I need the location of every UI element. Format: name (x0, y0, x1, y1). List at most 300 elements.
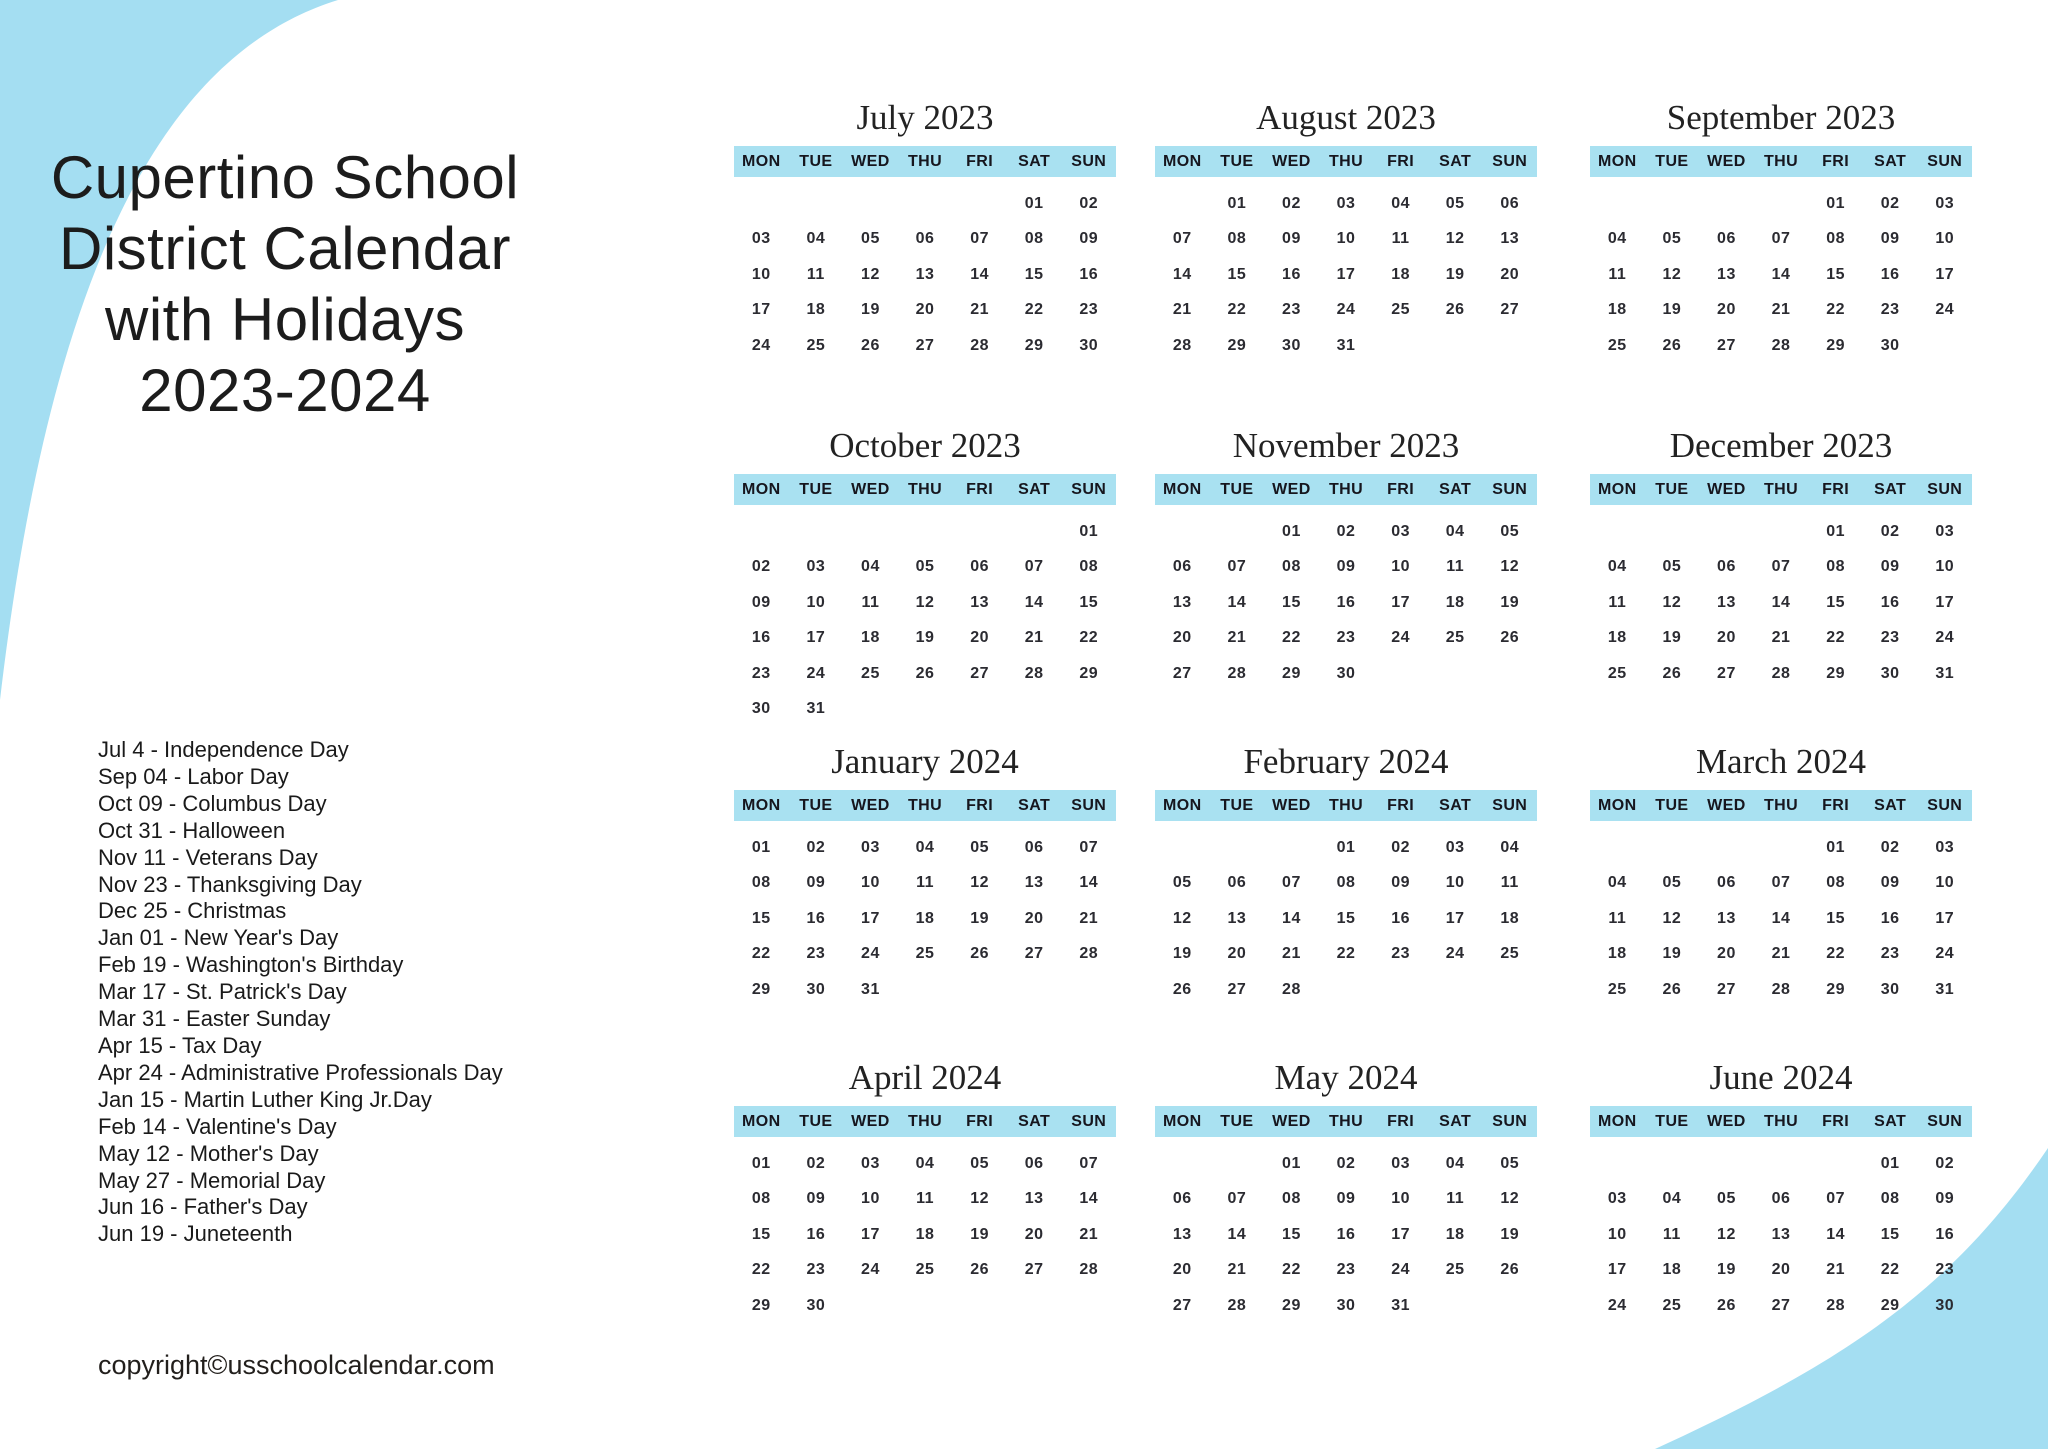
page-title-line: with Holidays (105, 286, 465, 353)
week-row (1590, 514, 1972, 550)
holiday-item: Nov 23 - Thanksgiving Day (98, 871, 362, 897)
month-title: August 2023 (1256, 98, 1436, 137)
date-cell: 21 (1771, 945, 1791, 963)
date-cell: 10 (1391, 558, 1410, 576)
date-cell: 23 (1336, 1261, 1356, 1279)
weekday-header-cell: WED (851, 796, 890, 814)
weekday-header-cell: TUE (1220, 480, 1254, 498)
month-title: July 2023 (856, 98, 994, 137)
weekday-header-cell: WED (1707, 152, 1746, 170)
date-cell: 24 (861, 1261, 880, 1279)
date-cell: 16 (1391, 909, 1410, 927)
weekday-header-cell: MON (1598, 796, 1637, 814)
week-row (1155, 257, 1537, 293)
date-cell: 08 (1282, 1190, 1301, 1208)
weekday-header-cell: SAT (1018, 480, 1051, 498)
date-cell: 06 (1024, 1154, 1044, 1172)
date-cell: 06 (1024, 838, 1044, 856)
date-cell: 11 (1500, 874, 1519, 892)
weekday-header-cell: FRI (1387, 1112, 1415, 1130)
date-cell: 17 (1391, 593, 1410, 611)
date-cell: 03 (1935, 194, 1955, 212)
date-cell: 04 (1607, 874, 1627, 892)
holiday-item: Sep 04 - Labor Day (98, 763, 289, 789)
date-cell: 30 (1282, 336, 1301, 354)
date-cell: 01 (751, 1154, 771, 1172)
week-row (734, 293, 1116, 329)
weekday-header-row (734, 790, 1116, 821)
date-cell: 31 (1935, 980, 1955, 998)
weekday-header-cell: SUN (1071, 796, 1107, 814)
date-cell: 27 (1717, 980, 1736, 998)
holiday-item: Mar 31 - Easter Sunday (98, 1006, 331, 1032)
weekday-header-cell: SAT (1874, 1112, 1907, 1130)
date-cell: 23 (1935, 1261, 1955, 1279)
weekday-header-cell: WED (1272, 152, 1311, 170)
date-cell: 28 (1771, 336, 1791, 354)
weekday-header-cell: MON (1163, 480, 1202, 498)
date-cell: 01 (1826, 522, 1845, 540)
date-cell: 28 (1079, 1261, 1099, 1279)
date-cell: 07 (1079, 838, 1099, 856)
week-row (1590, 901, 1972, 937)
week-row (1155, 1146, 1537, 1182)
week-row (734, 901, 1116, 937)
weekday-header-cell: WED (1707, 1112, 1746, 1130)
date-cell: 30 (806, 980, 826, 998)
date-cell: 26 (1500, 1261, 1520, 1279)
week-row (1590, 186, 1972, 222)
date-cell: 27 (1717, 336, 1736, 354)
date-cell: 20 (970, 629, 989, 647)
date-cell: 16 (806, 1225, 826, 1243)
date-cell: 17 (861, 909, 880, 927)
date-cell: 29 (1880, 1296, 1900, 1314)
date-cell: 21 (1826, 1261, 1845, 1279)
date-cell: 27 (1024, 945, 1044, 963)
date-cell: 04 (1445, 1154, 1465, 1172)
date-cell: 27 (1227, 980, 1247, 998)
date-cell: 11 (1608, 593, 1627, 611)
date-cell: 01 (1336, 838, 1356, 856)
date-cell: 08 (1227, 230, 1247, 248)
holiday-item: Feb 14 - Valentine's Day (98, 1113, 337, 1139)
date-cell: 05 (1662, 558, 1682, 576)
weekday-header-cell: FRI (966, 480, 994, 498)
date-cell: 25 (1391, 301, 1410, 319)
week-row (1155, 937, 1537, 973)
date-cell: 03 (861, 838, 880, 856)
date-cell: 02 (751, 558, 771, 576)
date-cell: 07 (1024, 558, 1044, 576)
date-cell: 17 (1935, 909, 1955, 927)
week-row (1155, 550, 1537, 586)
weekday-header-cell: TUE (1220, 796, 1254, 814)
weekday-header-cell: TUE (799, 1112, 833, 1130)
month-calendar (1590, 742, 1972, 1008)
date-cell: 17 (1935, 593, 1955, 611)
date-cell: 21 (1079, 909, 1099, 927)
date-cell: 21 (1172, 301, 1192, 319)
date-cell: 04 (1607, 558, 1627, 576)
date-cell: 11 (1662, 1225, 1681, 1243)
date-cell: 03 (1935, 522, 1955, 540)
date-cell: 23 (1282, 301, 1301, 319)
week-row (1155, 830, 1537, 866)
date-cell: 18 (915, 909, 935, 927)
holiday-item: Apr 24 - Administrative Professionals Day (98, 1059, 503, 1085)
weekday-header-cell: THU (1763, 152, 1799, 170)
date-cell: 05 (1445, 194, 1465, 212)
date-cell: 03 (1391, 522, 1410, 540)
date-cell: 03 (751, 230, 771, 248)
date-cell: 02 (1282, 194, 1301, 212)
date-cell: 07 (1826, 1190, 1845, 1208)
date-cell: 30 (1336, 1296, 1356, 1314)
date-cell: 02 (1391, 838, 1410, 856)
date-cell: 11 (916, 1190, 934, 1208)
date-cell: 01 (1227, 194, 1247, 212)
date-cell: 09 (1935, 1190, 1955, 1208)
weekday-header-cell: SAT (1874, 796, 1907, 814)
date-cell: 18 (1391, 265, 1410, 283)
date-cell: 26 (1445, 301, 1465, 319)
date-cell: 08 (751, 874, 771, 892)
date-cell: 13 (1172, 1225, 1192, 1243)
date-cell: 29 (1282, 664, 1301, 682)
week-row (734, 257, 1116, 293)
date-cell: 28 (1024, 664, 1044, 682)
date-cell: 12 (1500, 558, 1520, 576)
date-cell: 12 (1445, 230, 1465, 248)
date-cell: 20 (915, 301, 935, 319)
week-row (1590, 328, 1972, 364)
date-cell: 26 (1500, 629, 1520, 647)
date-cell: 10 (1935, 230, 1955, 248)
month-calendar (1155, 98, 1537, 364)
weekday-header-cell: THU (1328, 480, 1364, 498)
date-cell: 03 (1445, 838, 1465, 856)
date-cell: 15 (751, 909, 771, 927)
weekday-header-cell: MON (1598, 1112, 1637, 1130)
date-cell: 20 (1717, 301, 1736, 319)
date-cell: 16 (1935, 1225, 1955, 1243)
weekday-header-cell: THU (1328, 152, 1364, 170)
weekday-header-cell: WED (1707, 480, 1746, 498)
date-cell: 02 (806, 1154, 826, 1172)
date-cell: 11 (806, 265, 825, 283)
weekday-header-cell: SUN (1492, 152, 1528, 170)
weekday-header-cell: MON (742, 480, 781, 498)
date-cell: 28 (1172, 336, 1192, 354)
weekday-header-cell: THU (1328, 796, 1364, 814)
weekday-header-row (1590, 790, 1972, 821)
date-cell: 20 (1500, 265, 1520, 283)
weekday-header-cell: WED (1707, 796, 1746, 814)
date-cell: 22 (1227, 301, 1247, 319)
weekday-header-cell: FRI (966, 152, 994, 170)
week-row (734, 1182, 1116, 1218)
page-title (20, 142, 550, 426)
date-cell: 06 (970, 558, 989, 576)
week-row (734, 937, 1116, 973)
date-cell: 13 (1227, 909, 1247, 927)
week-row (734, 692, 1116, 728)
date-cell: 03 (1607, 1190, 1627, 1208)
weekday-header-cell: SUN (1927, 152, 1963, 170)
weekday-header-cell: SUN (1927, 1112, 1963, 1130)
date-cell: 27 (1717, 664, 1736, 682)
date-cell: 25 (1500, 945, 1520, 963)
weekday-header-row (1590, 1106, 1972, 1137)
date-cell: 24 (1935, 301, 1955, 319)
date-cell: 14 (1771, 593, 1791, 611)
date-cell: 12 (1717, 1225, 1736, 1243)
date-cell: 02 (806, 838, 826, 856)
date-cell: 29 (751, 1296, 771, 1314)
date-cell: 21 (1227, 629, 1247, 647)
date-cell: 14 (1172, 265, 1192, 283)
date-cell: 17 (751, 301, 771, 319)
date-cell: 04 (806, 230, 826, 248)
weekday-header-cell: FRI (966, 1112, 994, 1130)
date-cell: 22 (1282, 1261, 1301, 1279)
date-cell: 14 (1227, 593, 1247, 611)
weekday-header-cell: WED (1272, 1112, 1311, 1130)
date-cell: 29 (1024, 336, 1044, 354)
date-cell: 20 (1771, 1261, 1791, 1279)
date-cell: 18 (1445, 593, 1465, 611)
holiday-item: Jul 4 - Independence Day (98, 737, 349, 762)
date-cell: 26 (1662, 664, 1682, 682)
date-cell: 03 (1336, 194, 1356, 212)
date-cell: 08 (1826, 230, 1845, 248)
week-row (734, 830, 1116, 866)
date-cell: 10 (1445, 874, 1465, 892)
date-cell: 16 (1336, 1225, 1356, 1243)
date-cell: 13 (1717, 265, 1736, 283)
date-cell: 08 (1880, 1190, 1900, 1208)
date-cell: 24 (751, 336, 771, 354)
date-cell: 23 (806, 945, 826, 963)
date-cell: 10 (1935, 558, 1955, 576)
month-title: February 2024 (1243, 742, 1449, 781)
date-cell: 19 (970, 909, 989, 927)
holiday-item: Oct 31 - Halloween (98, 817, 286, 843)
weekday-header-cell: SAT (1874, 480, 1907, 498)
date-cell: 19 (1662, 945, 1682, 963)
date-cell: 09 (1391, 874, 1410, 892)
weekday-header-cell: FRI (966, 796, 994, 814)
date-cell: 12 (915, 593, 935, 611)
week-row (734, 550, 1116, 586)
date-cell: 18 (1500, 909, 1520, 927)
date-cell: 24 (1391, 629, 1410, 647)
weekday-header-cell: TUE (1655, 480, 1689, 498)
date-cell: 20 (1227, 945, 1247, 963)
weekday-header-cell: THU (1328, 1112, 1364, 1130)
date-cell: 16 (806, 909, 826, 927)
weeks-grid (734, 1146, 1116, 1324)
month-calendar (1590, 1058, 1972, 1324)
weekday-header-cell: MON (1163, 1112, 1202, 1130)
date-cell: 01 (1282, 522, 1301, 540)
week-row (1590, 1182, 1972, 1218)
date-cell: 09 (1336, 1190, 1356, 1208)
weekday-header-cell: TUE (799, 152, 833, 170)
date-cell: 11 (1608, 265, 1627, 283)
date-cell: 09 (1282, 230, 1301, 248)
week-row (1590, 550, 1972, 586)
date-cell: 05 (1662, 230, 1682, 248)
date-cell: 17 (1935, 265, 1955, 283)
weekday-header-cell: FRI (1822, 796, 1850, 814)
date-cell: 21 (1771, 301, 1791, 319)
week-row (1590, 1253, 1972, 1289)
date-cell: 14 (1826, 1225, 1845, 1243)
date-cell: 08 (751, 1190, 771, 1208)
date-cell: 12 (861, 265, 880, 283)
week-row (1155, 1253, 1537, 1289)
date-cell: 14 (1079, 1190, 1099, 1208)
week-row (1590, 585, 1972, 621)
date-cell: 30 (1079, 336, 1099, 354)
month-calendar (1590, 426, 1972, 692)
week-row (1590, 937, 1972, 973)
date-cell: 04 (915, 838, 935, 856)
date-cell: 19 (915, 629, 935, 647)
date-cell: 15 (1024, 265, 1044, 283)
date-cell: 13 (1172, 593, 1192, 611)
date-cell: 11 (916, 874, 934, 892)
date-cell: 29 (1826, 980, 1845, 998)
date-cell: 07 (1771, 558, 1791, 576)
date-cell: 02 (1935, 1154, 1955, 1172)
week-row (1155, 1217, 1537, 1253)
date-cell: 25 (1662, 1296, 1682, 1314)
weekday-header-row (1590, 474, 1972, 505)
weekday-header-cell: FRI (1387, 796, 1415, 814)
date-cell: 25 (1607, 336, 1627, 354)
date-cell: 28 (1227, 664, 1247, 682)
date-cell: 16 (1880, 909, 1900, 927)
date-cell: 06 (915, 230, 935, 248)
weekday-header-cell: TUE (1655, 796, 1689, 814)
weeks-grid (1155, 186, 1537, 364)
date-cell: 21 (1282, 945, 1301, 963)
date-cell: 01 (1880, 1154, 1900, 1172)
date-cell: 27 (1771, 1296, 1791, 1314)
week-row (1155, 901, 1537, 937)
date-cell: 28 (1282, 980, 1301, 998)
weekday-header-cell: SUN (1071, 1112, 1107, 1130)
date-cell: 03 (1391, 1154, 1410, 1172)
date-cell: 20 (1172, 629, 1192, 647)
week-row (734, 656, 1116, 692)
weekday-header-row (734, 1106, 1116, 1137)
weekday-header-cell: WED (851, 480, 890, 498)
weekday-header-cell: SUN (1492, 796, 1528, 814)
month-title: April 2024 (848, 1058, 1002, 1097)
date-cell: 12 (1662, 265, 1682, 283)
date-cell: 09 (806, 874, 826, 892)
holiday-item: Nov 11 - Veterans Day (98, 844, 318, 870)
date-cell: 17 (1607, 1261, 1627, 1279)
date-cell: 22 (1079, 629, 1099, 647)
holiday-list (98, 737, 658, 1248)
date-cell: 16 (1079, 265, 1099, 283)
date-cell: 01 (1826, 194, 1845, 212)
date-cell: 23 (1880, 945, 1900, 963)
weekday-header-cell: SUN (1492, 1112, 1528, 1130)
date-cell: 18 (1445, 1225, 1465, 1243)
weekday-header-cell: SUN (1927, 480, 1963, 498)
week-row (734, 972, 1116, 1008)
date-cell: 14 (970, 265, 989, 283)
date-cell: 07 (970, 230, 989, 248)
weekday-header-cell: TUE (1655, 1112, 1689, 1130)
date-cell: 15 (1336, 909, 1356, 927)
month-calendar (734, 1058, 1116, 1324)
week-row (1590, 621, 1972, 657)
date-cell: 29 (1826, 664, 1845, 682)
week-row (1155, 866, 1537, 902)
date-cell: 04 (915, 1154, 935, 1172)
month-title: December 2023 (1669, 426, 1893, 465)
holiday-item: Jan 01 - New Year's Day (98, 925, 339, 951)
date-cell: 30 (751, 700, 771, 718)
month-title: May 2024 (1274, 1058, 1418, 1097)
weekday-header-cell: SUN (1071, 152, 1107, 170)
date-cell: 23 (806, 1261, 826, 1279)
date-cell: 04 (1662, 1190, 1682, 1208)
weekday-header-cell: MON (1598, 480, 1637, 498)
date-cell: 03 (806, 558, 826, 576)
date-cell: 31 (1391, 1296, 1410, 1314)
date-cell: 20 (1172, 1261, 1192, 1279)
date-cell: 11 (861, 593, 880, 611)
weeks-grid (1155, 830, 1537, 1008)
date-cell: 24 (1336, 301, 1356, 319)
date-cell: 10 (861, 874, 880, 892)
date-cell: 30 (1336, 664, 1356, 682)
date-cell: 17 (806, 629, 826, 647)
date-cell: 18 (915, 1225, 935, 1243)
weekday-header-cell: WED (851, 152, 890, 170)
date-cell: 08 (1826, 558, 1845, 576)
holiday-item: Apr 15 - Tax Day (98, 1032, 262, 1058)
date-cell: 24 (1607, 1296, 1627, 1314)
date-cell: 22 (1880, 1261, 1900, 1279)
date-cell: 27 (1024, 1261, 1044, 1279)
date-cell: 15 (751, 1225, 771, 1243)
date-cell: 27 (1172, 1296, 1192, 1314)
weekday-header-cell: SAT (1874, 152, 1907, 170)
date-cell: 29 (1079, 664, 1099, 682)
date-cell: 04 (1607, 230, 1627, 248)
date-cell: 09 (751, 593, 771, 611)
weekday-header-row (734, 146, 1116, 177)
date-cell: 25 (1607, 664, 1627, 682)
weekday-header-cell: SAT (1018, 1112, 1051, 1130)
date-cell: 26 (915, 664, 935, 682)
weeks-grid (1590, 830, 1972, 1008)
date-cell: 20 (1717, 945, 1736, 963)
holiday-item: Jun 16 - Father's Day (98, 1194, 308, 1220)
week-row (1590, 222, 1972, 258)
date-cell: 26 (970, 945, 989, 963)
date-cell: 16 (1282, 265, 1301, 283)
